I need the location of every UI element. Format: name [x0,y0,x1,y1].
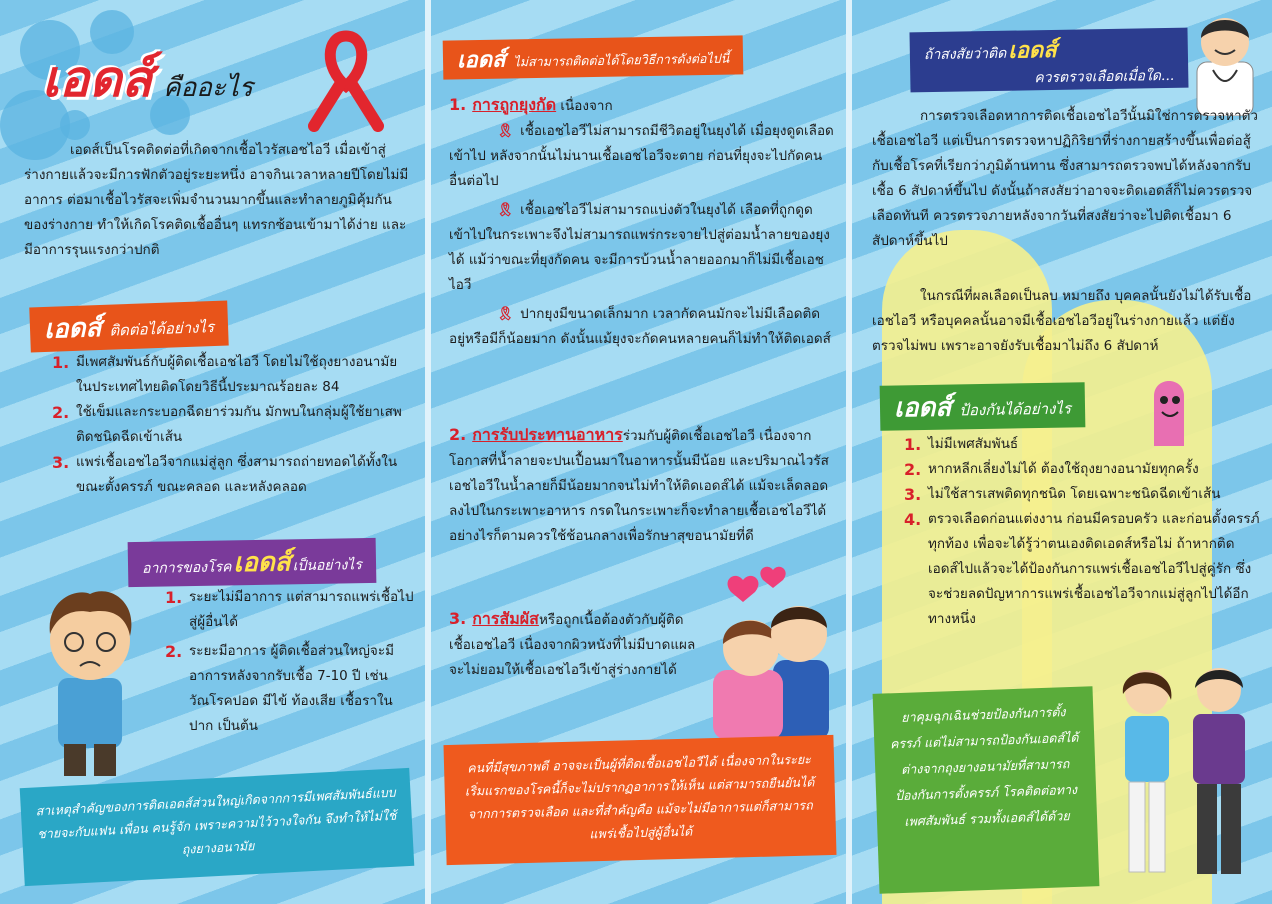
panel-not-transmitted [431,0,846,904]
testing-banner-line1 [924,30,1175,69]
transmit-list [52,350,414,500]
panel-what-is-aids [0,0,425,904]
item-number: 2. [904,460,922,479]
eating-text: ร่วมกับผู้ติดเชื้อเอชไอวี เนื่องจากโอกาสที่น้ำลายจะปนเปื้อนมาในอาหารนั้นมีน้อย และปริมาณไวรัสเอชไอวีในน้ำลายก็มีน้อยมากจนไม่ทำให้ติดเอดส์ได้ แม้จะเล็ดลอดลงไปในกระเพาะอาหาร กรดในกระเพาะก็จะทำลายเชื้อเอชไอวีได้ อย่างไรก็ตามควรใช้ช้อนกลางเพื่อรักษาสุขอนามัยที่ดี [449,428,829,544]
item-text: ไม่ใช้สารเสพติดทุกชนิด โดยเฉพาะชนิดฉีดเข้าเส้น [928,486,1221,502]
list-item [904,457,1264,482]
item-number: 2. [165,642,183,661]
item-number: 1. [52,353,70,372]
ribbon-bullet-icon: 🎗 [497,306,515,322]
list-item [165,639,415,739]
transmit-banner [29,301,228,353]
list-item [904,432,1264,457]
panel-testing-prevention [852,0,1272,904]
transmit-title-sub: ติดต่อได้อย่างไร [109,318,215,340]
list-item [904,482,1264,507]
symptom-banner [128,538,376,587]
mosquito-point [449,119,834,194]
title-sub: คืออะไร [163,73,253,103]
item-number: 2. [449,425,467,444]
intro-paragraph: เอดส์เป็นโรคติดต่อที่เกิดจากเชื้อไวรัสเอชไอวี เมื่อเข้าสู่ร่างกายแล้วจะมีการฟักตัวอยู่ระยะหนึ่ง อาจกินเวลาหลายปีโดยไม่มีอาการ ต่อมาเชื้อไวรัสจะเพิ่มจำนวนมากขึ้นและทำลายภูมิคุ้มกันของร่างกาย ทำให้เกิดโรคติดเชื้ออื่นๆ แทรกซ้อนเข้ามาได้ง่าย และมีอาการรุนแรงกว่าปกติ [24,142,409,258]
item-text: มีเพศสัมพันธ์กับผู้ติดเชื้อเอชไอวี โดยไม่ใช้ถุงยางอนามัย ในประเทศไทยติดโดยวิธีนี้ประมาณร้อยละ 84 [76,354,398,395]
point-text: เชื้อเอชไอวีไม่สามารถมีชีวิตอยู่ในยุงได้ เมื่อยุงดูดเลือดเข้าไป หลังจากนั้นไม่นานเชื้อเอชไอวีจะตาย ก่อนที่ยุงจะไปกัดคนอื่นต่อไป [449,123,834,189]
item-number: 3. [449,609,467,628]
item-number: 1. [449,95,467,114]
touch-head: การสัมผัส [472,609,539,628]
testing-banner [909,28,1188,93]
point-text: ปากยุงมีขนาดเล็กมาก เวลากัดคนมักจะไม่มีเลือดติดอยู่หรือมีก็น้อยมาก ดังนั้นแม้ยุงจะกัดคนหลายคนก็ไม่ทำให้ติดเอดส์ [449,306,831,347]
list-item [904,507,1264,632]
item-text: ระยะไม่มีอาการ แต่สามารถแพร่เชื้อไปสู่ผู้อื่นได้ [189,589,414,630]
doctor-illustration [1187,10,1263,116]
mosquito-point [449,302,834,352]
mosquito-point [449,198,834,298]
item-number: 4. [904,510,922,529]
mosquito-head: การถูกยุงกัด [472,95,557,114]
couple-standing-illustration [1107,660,1267,880]
item-text: ตรวจเลือดก่อนแต่งงาน ก่อนมีครอบครัว และก่อนตั้งครรภ์ทุกท้อง เพื่อจะได้รู้ว่าตนเองติดเอดส์หรือไม่ ถ้าหากติดเอดส์ไปแล้วจะได้ป้องกันการแพร่เชื้อเอชไอวีไปสู่คู่รัก ซึ่งจะช่วยลดปัญหาการแพร่เชื้อเอชไอวีจากแม่สู่ลูกไปได้อีกทางหนึ่ง [928,511,1260,627]
prevent-title-sub: ป้องกันได้อย่างไร [959,399,1072,420]
testing-title-main: เอดส์ [1007,36,1057,64]
item-number: 1. [165,588,183,607]
ribbon-bullet-icon: 🎗 [497,202,515,218]
sick-boy-illustration [30,578,150,778]
item-number: 2. [52,403,70,422]
hugging-couple-illustration [703,560,843,745]
symptom-title-post: เป็นอย่างไร [292,557,362,575]
item-number: 1. [904,435,922,454]
eating-head: การรับประทานอาหาร [472,425,623,444]
transmit-title-main: เอดส์ [43,312,102,345]
title-main: เอดส์ [42,49,153,108]
mosquito-heading [449,92,834,119]
point-text: เชื้อเอชไอวีไม่สามารถแบ่งตัวในยุงได้ เลือดที่ถูกดูดเข้าไปในกระเพาะจึงไม่สามารถแพร่กระจายไปสู่ต่อมน้ำลายของยุงได้ แม้ว่าขณะที่ยุงกัดคน จะมีการบ้วนน้ำลายออกมาก็ไม่มีเชื้อเอชไอวี [449,202,830,293]
emergency-pill-note: ยาคุมฉุกเฉินช่วยป้องกันการตั้งครรภ์ แต่ไม่สามารถป้องกันเอดส์ได้ ต่างจากถุงยางอนามัยที่สามารถป้องกันการตั้งครรภ์ โรคติดต่อทางเพศสัมพันธ์ รวมทั้งเอดส์ได้ด้วย [873,686,1100,894]
not-transmit-title-main: เอดส์ [456,46,506,74]
list-item [52,400,414,450]
list-item [165,585,415,635]
item-text: ใช้เข็มและกระบอกฉีดยาร่วมกัน มักพบในกลุ่มผู้ใช้ยาเสพติดชนิดฉีดเข้าเส้น [76,404,402,445]
red-ribbon-icon [306,28,386,132]
touch-text: หรือถูกเนื้อต้องตัวกับผู้ติดเชื้อเอชไอวี เนื่องจากผิวหนังที่ไม่มีบาดแผลจะไม่ยอมให้เชื้อเอชไอวีเข้าสู่ร่างกายได้ [449,612,696,678]
prevent-banner [880,382,1086,431]
testing-paragraph-2: ในกรณีที่ผลเลือดเป็นลบ หมายถึง บุคคลนั้นยังไม่ได้รับเชื้อเอชไอวี หรือบุคคลนั้นอาจมีเชื้อเอชไอวีอยู่ในร่างกายแล้ว แต่ยังตรวจไม่พบ เพราะอาจยังรับเชื้อมาไม่ถึง 6 สัปดาห์ [872,288,1252,354]
prevent-title-main: เอดส์ [893,392,952,424]
not-transmit-banner [443,35,744,79]
symptom-title-pre: อาการของโรค [141,559,232,577]
item-text: แพร่เชื้อเอชไอวีจากแม่สู่ลูก ซึ่งสามารถถ่ายทอดได้ทั้งในขณะตั้งครรภ์ ขณะคลอด และหลังคลอด [76,454,398,495]
cause-note: สาเหตุสำคัญของการติดเอดส์ส่วนใหญ่เกิดจากการมีเพศสัมพันธ์แบบชายจะกับแฟน เพื่อน คนรู้จัก เพราะความไว้วางใจกัน จึงทำให้ไม่ใช้ถุงยางอนามัย [20,768,415,886]
touch-section [449,606,699,683]
testing-title-pre: ถ้าสงสัยว่าติด [923,45,1007,64]
testing-banner-line2: ควรตรวจเลือดเมื่อใด... [1034,67,1175,87]
symptom-title-main: เอดส์ [233,547,291,579]
item-number: 3. [904,485,922,504]
item-text: ระยะมีอาการ ผู้ติดเชื้อส่วนใหญ่จะมีอาการหลังจากรับเชื้อ 7-10 ปี เช่น วัณโรคปอด มีไข้ ท้องเสีย เชื้อราในปาก เป็นต้น [189,643,394,734]
item-text: ไม่มีเพศสัมพันธ์ [928,436,1019,452]
list-item [52,450,414,500]
symptom-list [165,585,415,739]
not-transmit-title-sub: ไม่สามารถติดต่อได้โดยวิธีการดังต่อไปนี้ [513,50,730,70]
item-number: 3. [52,453,70,472]
mosquito-lead: เนื่องจาก [560,98,613,114]
mosquito-section [449,92,834,352]
eating-section [449,422,834,549]
list-item [52,350,414,400]
page-title [42,40,253,119]
ribbon-bullet-icon: 🎗 [497,123,515,139]
healthy-carrier-note: คนที่มีสุขภาพดี อาจจะเป็นผู้ที่ติดเชื้อเอชไอวีได้ เนื่องจากในระยะเริ่มแรกของโรคนี้ก็จะไม่ปรากฏอาการให้เห็น แต่สามารถยืนยันได้จากการตรวจเลือด และที่สำคัญคือ แม้จะไม่มีอาการแต่ก็สามารถแพร่เชื้อไปสู่ผู้อื่นได้ [443,735,836,865]
testing-paragraph-1: การตรวจเลือดหาการติดเชื้อเอชไอวีนั้นมิใช่การตรวจหาตัวเชื้อเอชไอวี แต่เป็นการตรวจหาปฏิกิริยาที่ร่างกายสร้างขึ้นเพื่อต่อสู้กับเชื้อโรคที่เรียกว่าภูมิต้านทาน ซึ่งสามารถตรวจพบได้หลังจากรับเชื้อ 6 สัปดาห์ขึ้นไป ดังนั้นถ้าสงสัยว่าอาจจะติดเอดส์ก็ไม่ควรตรวจเลือดทันที ควรตรวจภายหลังจากวันที่สงสัยว่าจะไปติดเชื้อมา 6 สัปดาห์ขึ้นไป [872,108,1258,249]
prevent-list [904,432,1264,632]
item-text: หากหลีกเลี่ยงไม่ได้ ต้องใช้ถุงยางอนามัยทุกครั้ง [928,461,1199,477]
